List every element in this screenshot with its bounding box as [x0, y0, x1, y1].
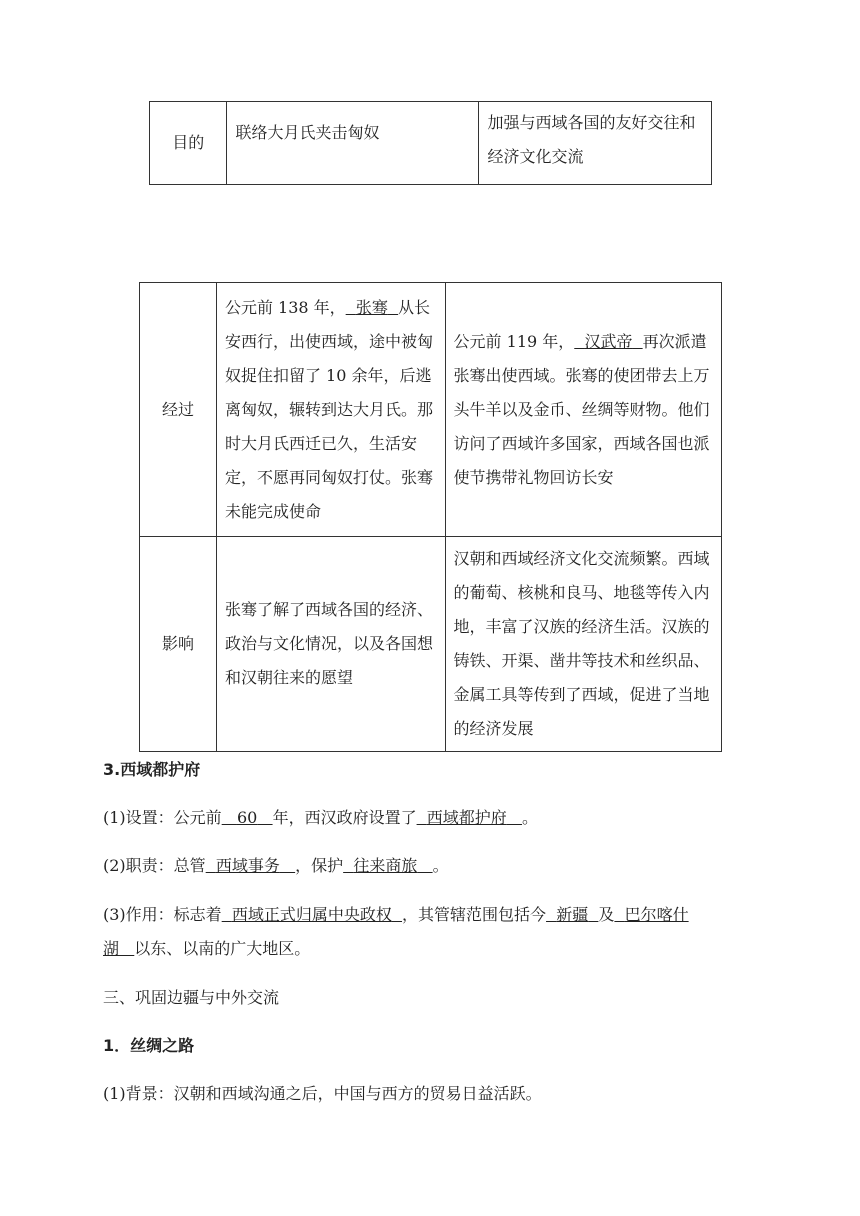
blank-merchants: 往来商旅 — [353, 856, 418, 875]
section-heading-three: 三、巩固边疆与中外交流 — [103, 988, 280, 1007]
blank-balkhash-a: 巴尔喀什 — [624, 905, 689, 924]
blank-han-wudi: 汉武帝 — [584, 331, 633, 351]
table-row — [140, 283, 722, 537]
row-label-impact: 影响 — [140, 537, 217, 752]
blank-year: 60 — [236, 808, 258, 827]
section-heading-protectorate: 3.西域都护府 — [103, 760, 201, 779]
blank-zhangqian: 张骞 — [355, 297, 388, 317]
blank-balkhash-b: 湖 — [103, 939, 120, 958]
process-first-mission: 公元前 138 年， 张骞 从长安西行，出使西域，途中被匈奴捉住扣留了 10 余年，后逃离匈奴，辗转到达大月氏。那时大月氏西迁已久，生活安定，不愿再同匈奴打仗。张骞未能完成使命 — [216, 283, 445, 537]
purpose-table — [149, 101, 712, 185]
row-label-purpose: 目的 — [150, 102, 227, 185]
purpose-col-first: 联络大月氏夹击匈奴 — [227, 102, 479, 185]
paragraph-role: (3)作用：标志着 西域正式归属中央政权 ，其管辖范围包括今 新疆 及 巴尔喀什 — [103, 905, 689, 924]
paragraph-setup: (1)设置：公元前 60 年，西汉政府设置了 西域都护府 。 — [103, 808, 539, 827]
table-row — [140, 537, 722, 752]
paragraph-role-cont: 湖 以东、以南的广大地区。 — [103, 939, 311, 958]
row-label-process: 经过 — [140, 283, 217, 537]
sub-heading-silk-road: 1．丝绸之路 — [103, 1036, 195, 1055]
purpose-col-second: 加强与西域各国的友好交往和经济文化交流 — [479, 102, 712, 185]
paragraph-background: (1)背景：汉朝和西域沟通之后，中国与西方的贸易日益活跃。 — [103, 1084, 542, 1103]
impact-second: 汉朝和西域经济文化交流频繁。西域的葡萄、核桃和良马、地毯等传入内地，丰富了汉族的经济生活。汉族的铸铁、开渠、凿井等技术和丝织品、金属工具等传到了西域，促进了当地的经济发展 — [445, 537, 721, 752]
blank-xinjiang: 新疆 — [556, 905, 589, 924]
process-second-mission: 公元前 119 年， 汉武帝 再次派遣张骞出使西域。张骞的使团带去上万头牛羊以及金币、丝绸等财物。他们访问了西域许多国家，西域各国也派使节携带礼物回访长安 — [445, 283, 721, 537]
blank-affairs: 西域事务 — [215, 856, 280, 875]
blank-protectorate: 西域都护府 — [426, 808, 507, 827]
paragraph-duties: (2)职责：总管 西域事务 ，保护 往来商旅 。 — [103, 856, 449, 875]
blank-sovereignty: 西域正式归属中央政权 — [231, 905, 392, 924]
process-impact-table — [139, 282, 722, 752]
impact-first: 张骞了解了西域各国的经济、政治与文化情况，以及各国想和汉朝往来的愿望 — [216, 537, 445, 752]
